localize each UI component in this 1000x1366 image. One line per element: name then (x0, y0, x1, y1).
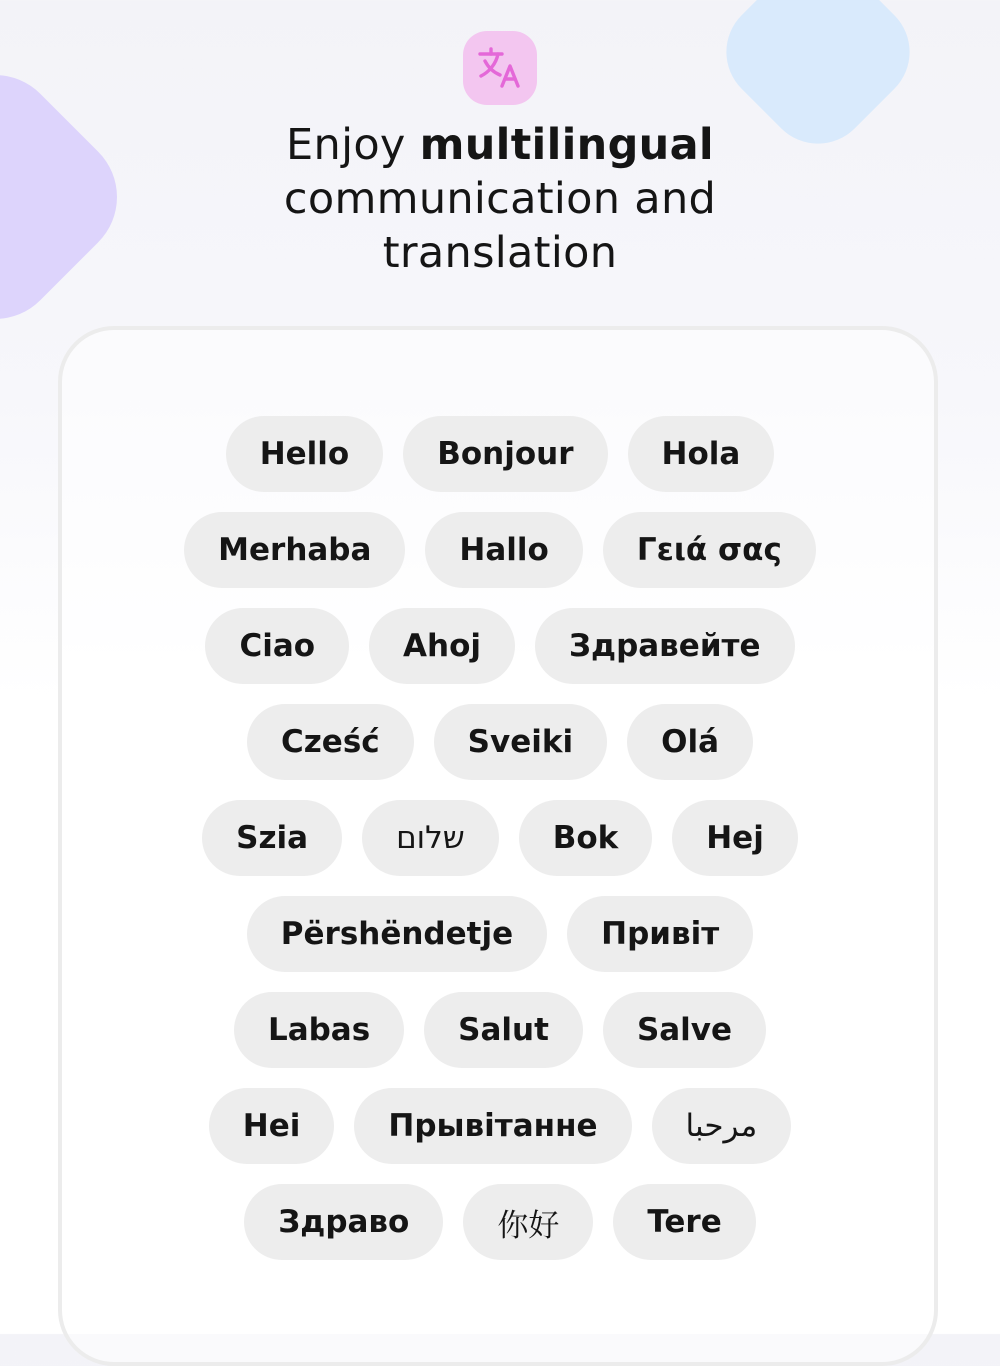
greeting-pill[interactable]: Salut (424, 992, 583, 1068)
title-prefix: Enjoy (286, 120, 420, 170)
greetings-list (0, 416, 1000, 1280)
greeting-pill[interactable]: Hej (672, 800, 798, 876)
greetings-row (0, 896, 1000, 972)
greetings-row (0, 512, 1000, 588)
greeting-pill[interactable]: Γειά σας (603, 512, 816, 588)
greeting-pill[interactable]: Tere (613, 1184, 755, 1260)
greeting-pill[interactable]: Olá (627, 704, 753, 780)
title-line-2: communication and (283, 174, 717, 224)
greeting-pill[interactable]: Hallo (425, 512, 582, 588)
greeting-pill[interactable]: Bonjour (403, 416, 607, 492)
title-bold-word: multilingual (419, 120, 714, 170)
title-line-3: translation (382, 228, 618, 278)
greetings-row (0, 1088, 1000, 1164)
greeting-pill[interactable]: Szia (202, 800, 342, 876)
translate-glyph (474, 42, 526, 94)
title-line-1 (0, 118, 1000, 172)
greeting-pill[interactable]: Labas (234, 992, 404, 1068)
greeting-pill[interactable]: Hei (209, 1088, 335, 1164)
greeting-pill[interactable]: Bok (519, 800, 653, 876)
greetings-row (0, 416, 1000, 492)
greeting-pill[interactable]: Cześć (247, 704, 414, 780)
greeting-pill[interactable]: Sveiki (434, 704, 607, 780)
greeting-pill[interactable]: Прывітанне (354, 1088, 631, 1164)
greeting-pill[interactable]: Merhaba (184, 512, 405, 588)
greeting-pill[interactable]: Ciao (205, 608, 349, 684)
greeting-pill[interactable]: Salve (603, 992, 766, 1068)
greeting-pill[interactable]: Hola (628, 416, 775, 492)
greetings-row (0, 800, 1000, 876)
greetings-row (0, 992, 1000, 1068)
greeting-pill[interactable]: Ahoj (369, 608, 515, 684)
greeting-pill[interactable]: Hello (226, 416, 384, 492)
greeting-pill[interactable]: Привіт (567, 896, 753, 972)
greeting-pill[interactable]: Здравейте (535, 608, 795, 684)
greetings-row (0, 608, 1000, 684)
greeting-pill[interactable]: 你好 (463, 1184, 593, 1260)
page-title (0, 118, 1000, 280)
greetings-row (0, 704, 1000, 780)
greeting-pill[interactable]: مرحبا (652, 1088, 792, 1164)
greeting-pill[interactable]: שלום (362, 800, 499, 876)
translate-icon (463, 31, 537, 105)
greetings-row (0, 1184, 1000, 1260)
greeting-pill[interactable]: Здраво (244, 1184, 443, 1260)
greeting-pill[interactable]: Përshëndetje (247, 896, 547, 972)
